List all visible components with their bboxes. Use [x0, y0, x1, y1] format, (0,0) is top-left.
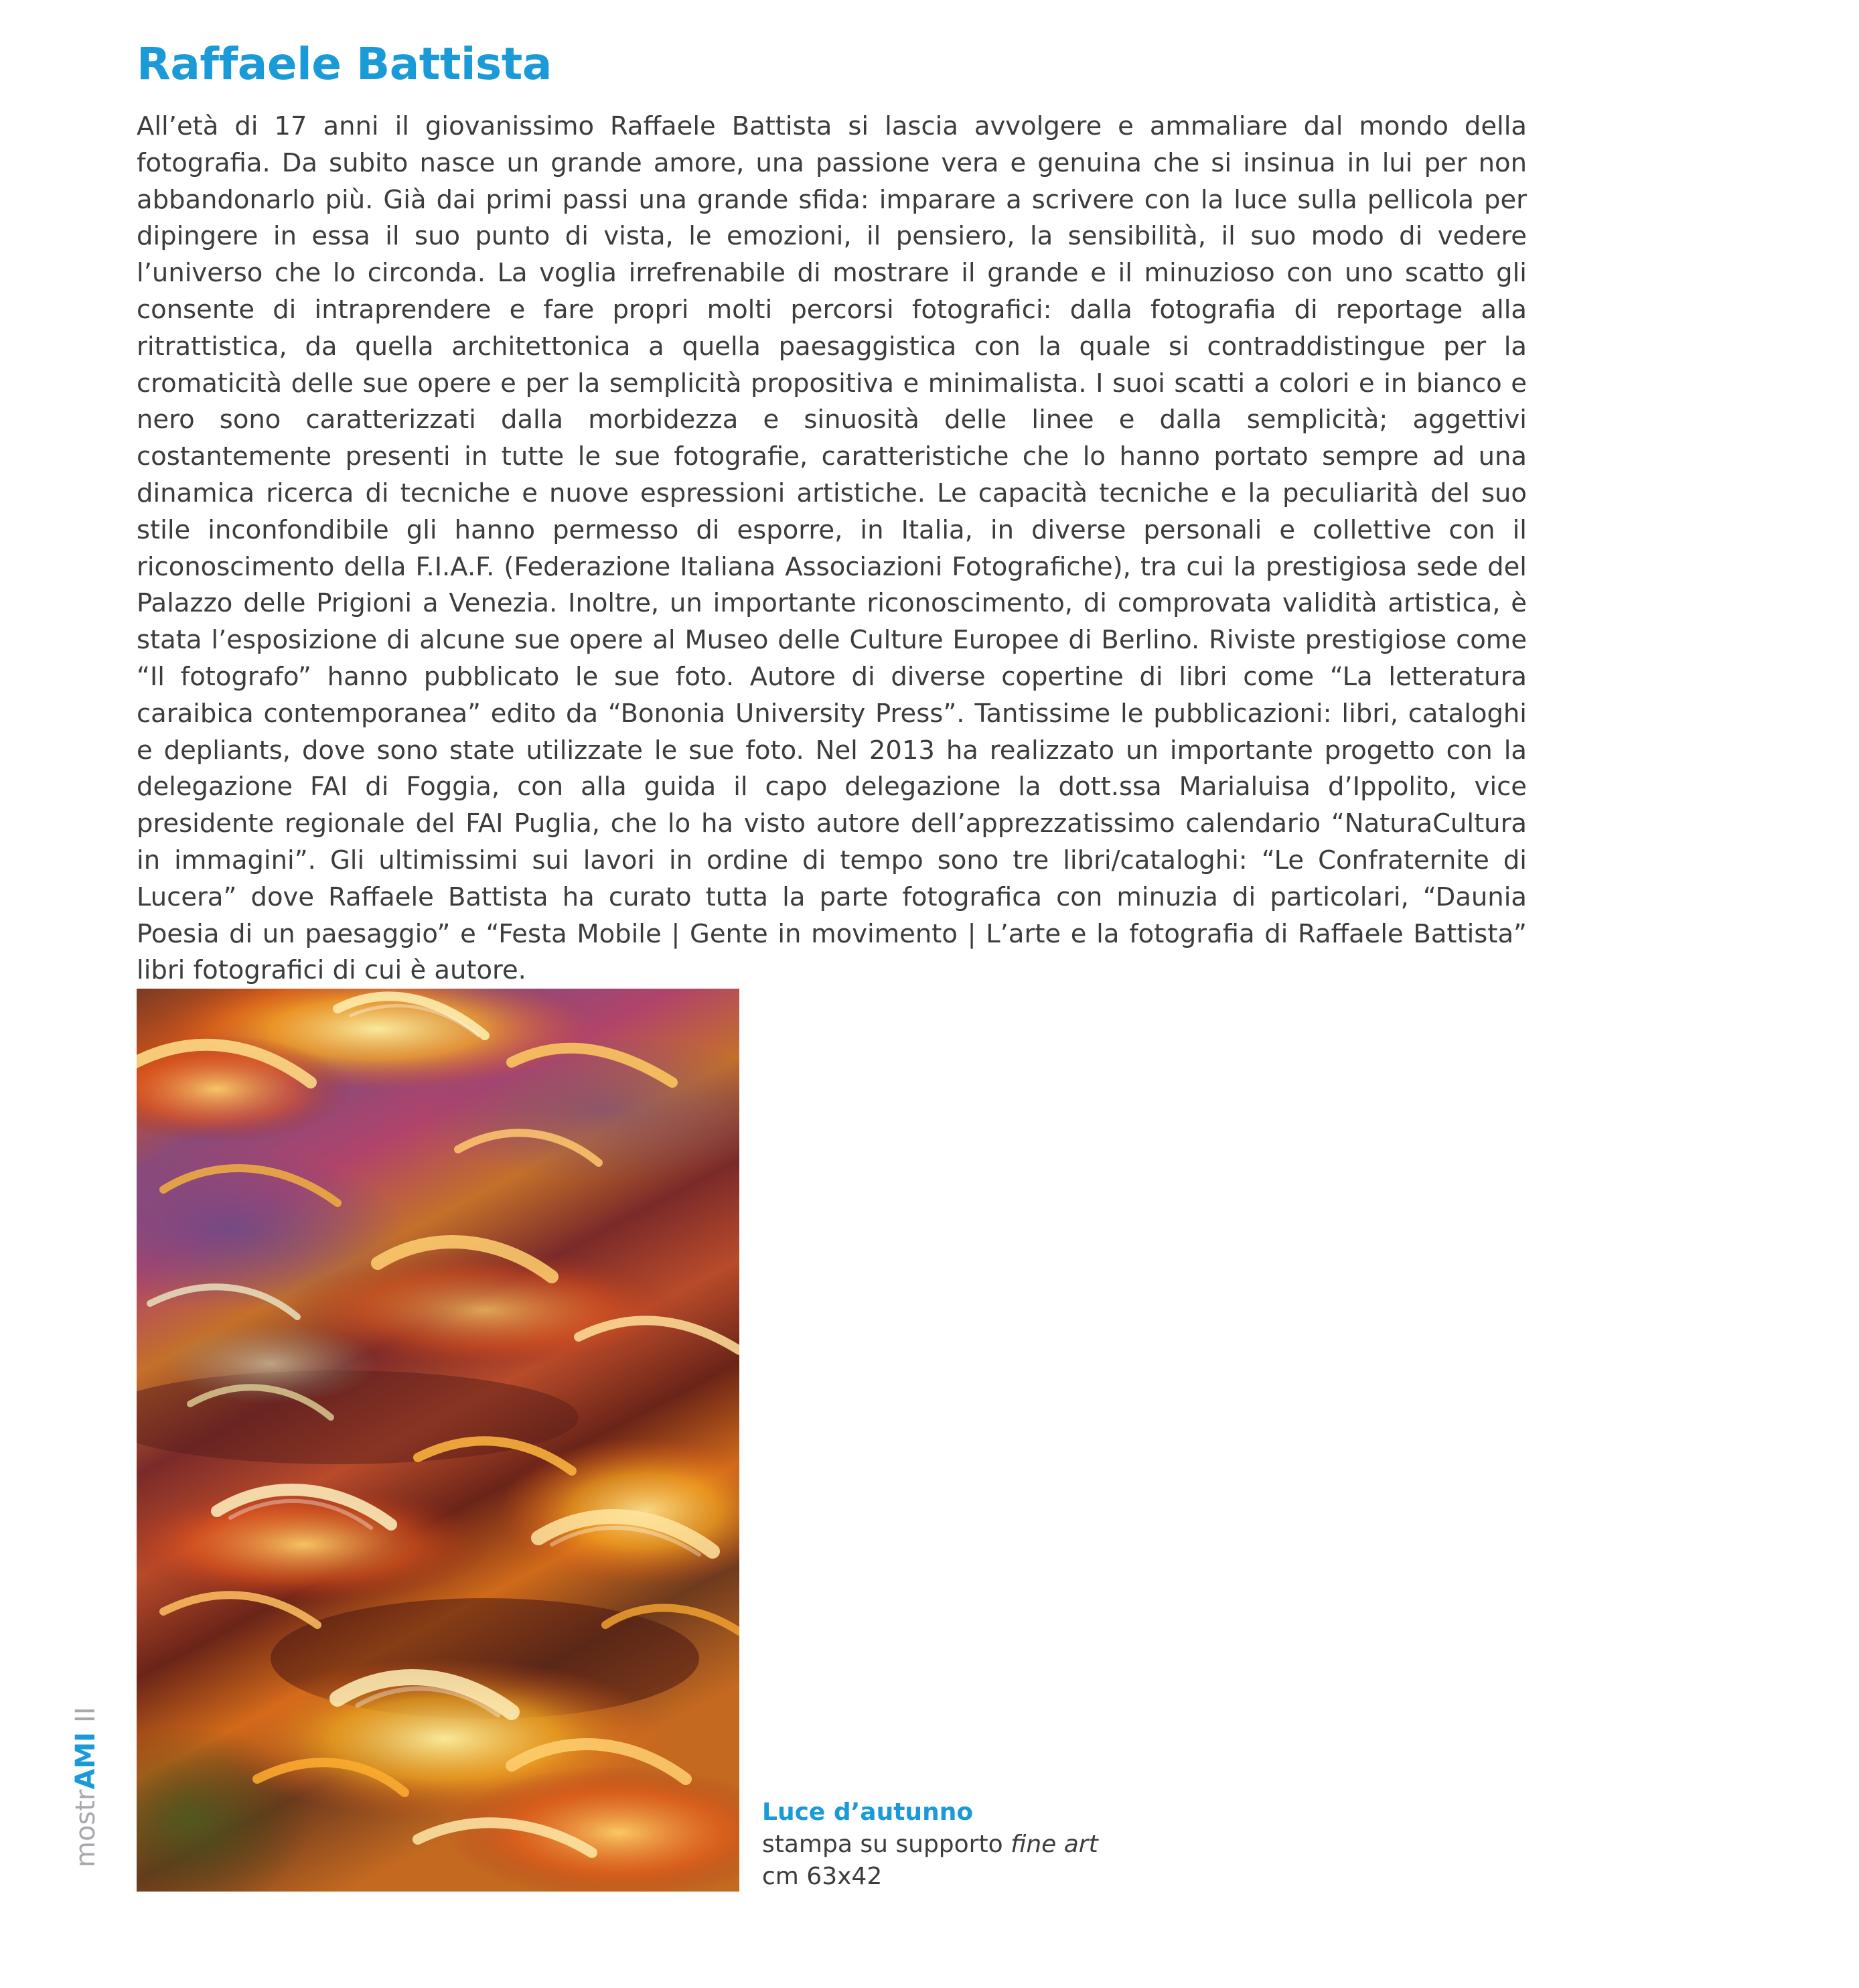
artwork-abstract-image	[137, 989, 739, 1892]
artwork-photo	[137, 989, 739, 1892]
artwork-caption	[762, 1796, 1098, 1893]
footer-brand-label	[70, 1707, 102, 1867]
artwork-medium-prefix: stampa su supporto	[762, 1831, 1011, 1858]
artwork-title: Luce d’autunno	[762, 1798, 974, 1826]
page-number: II	[70, 1707, 101, 1723]
brand-accent: AMI	[70, 1731, 101, 1790]
biography-text: All’età di 17 anni il giovanissimo Raffaele Battista si lascia avvolgere e ammaliare dal mondo della fotografia. Da subito nasce un grande amore, una passione vera e genuina che si insinua in lui per non abbandonarlo più. Già dai primi passi una grande sfida: imparare a scrivere con la luce sulla pellicola per dipingere in essa il suo punto di vista, le emozioni, il pensiero, la sensibilità, il suo modo di vedere l’universo che lo circonda. La voglia irrefrenabile di mostrare il grande e il minuzioso con uno scatto gli consente di intraprendere e fare propri molti percorsi fotografici: dalla fotografia di reportage alla ritrattistica, da quella architettonica a quella paesaggistica con la quale si contraddistingue per la cromaticità delle sue opere e per la semplicità propositiva e minimalista. I suoi scatti a colori e in bianco e nero sono caratterizzati dalla morbidezza e sinuosità delle linee e dalla semplicità; aggettivi costantemente presenti in tutte le sue fotografie, caratteristiche che lo hanno portato sempre ad una dinamica ricerca di tecniche e nuove espressioni artistiche. Le capacità tecniche e la peculiarità del suo stile inconfondibile gli hanno permesso di esporre, in Italia, in diverse personali e collettive con il riconoscimento della F.I.A.F. (Federazione Italiana Associazioni Fotografiche), tra cui la prestigiosa sede del Palazzo delle Prigioni a Venezia. Inoltre, un importante riconoscimento, di comprovata validità artistica, è stata l’esposizione di alcune sue opere al Museo delle Culture Europee di Berlino. Riviste prestigiose come “Il fotografo” hanno pubblicato le sue foto. Autore di diverse copertine di libri come “La letteratura caraibica contemporanea” edito da “Bononia University Press”. Tantissime le pubblicazioni: libri, cataloghi e depliants, dove sono state utilizzate le sue foto. Nel 2013 ha realizzato un importante progetto con la delegazione FAI di Foggia, con alla guida il capo delegazione la dott.ssa Marialuisa d’Ippolito, vice presidente regionale del FAI Puglia, che lo ha visto autore dell’apprezzatissimo calendario “NaturaCultura in immagini”. Gli ultimissimi sui lavori in ordine di tempo sono tre libri/cataloghi: “Le Confraternite di Lucera” dove Raffaele Battista ha curato tutta la parte fotografica con minuzia di particolari, “Daunia Poesia di un paesaggio” e “Festa Mobile | Gente in movimento | L’arte e la fotografia di Raffaele Battista” libri fotografici di cui è autore.	[137, 111, 1527, 986]
brand-prefix: mostr	[70, 1789, 101, 1867]
artwork-medium	[762, 1829, 1098, 1861]
artwork-dimensions: cm 63x42	[762, 1863, 883, 1890]
artwork-medium-italic: fine art	[1011, 1831, 1098, 1858]
author-heading: Raffaele Battista	[137, 38, 552, 90]
